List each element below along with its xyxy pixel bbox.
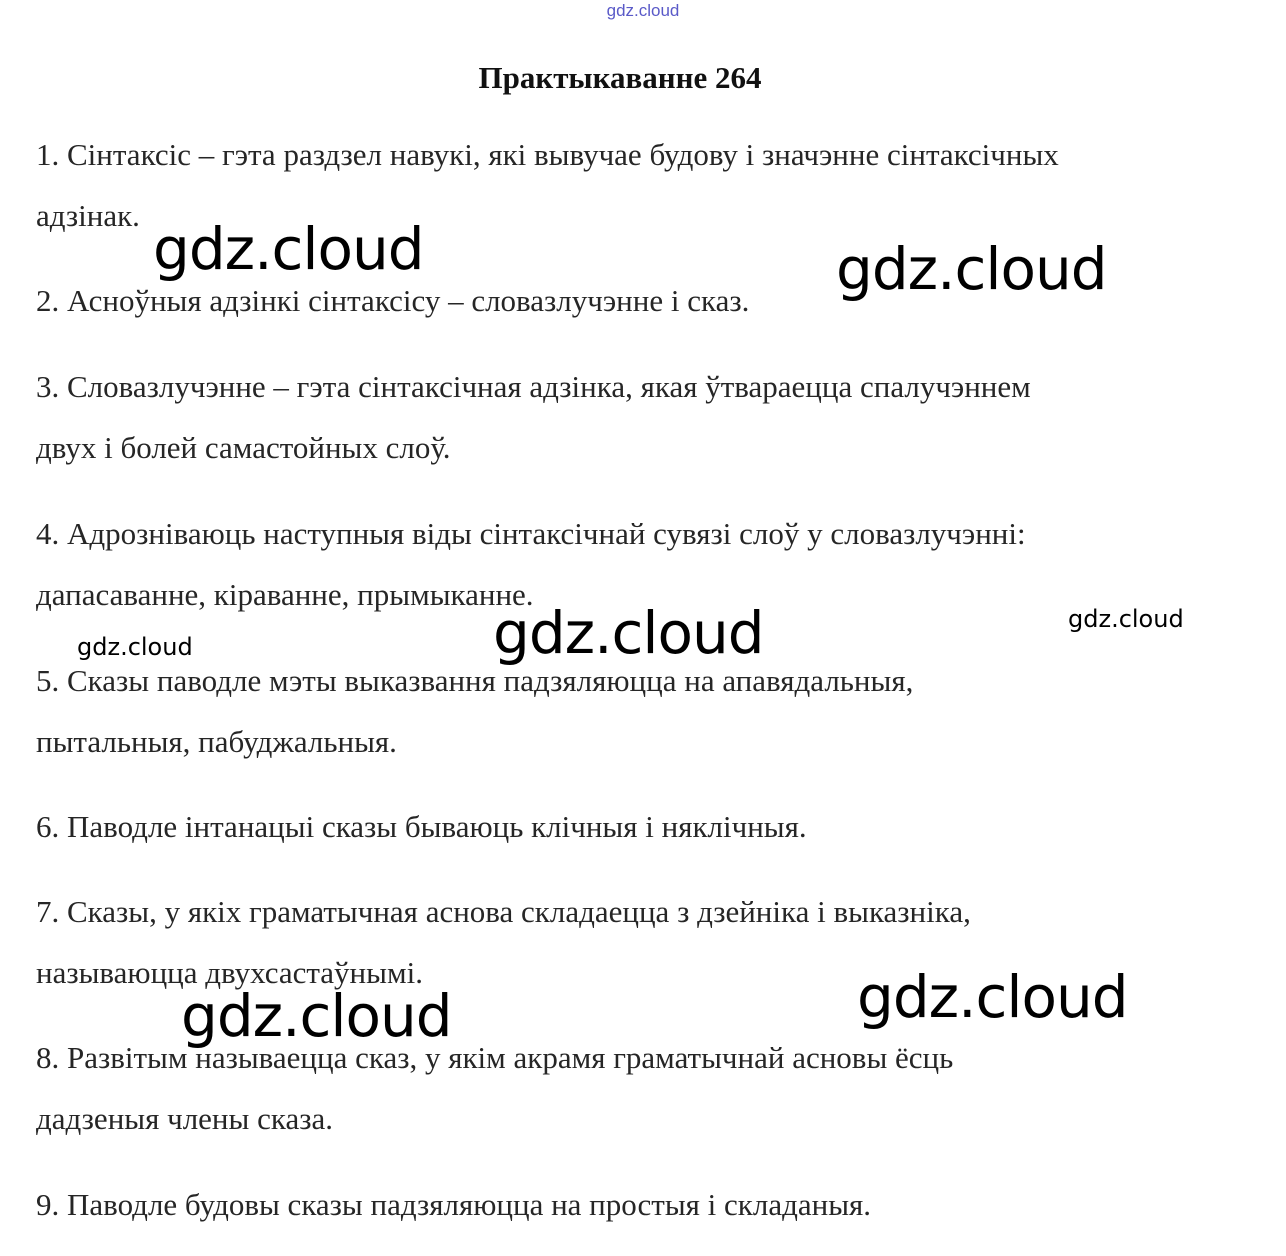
item-1-line-2: адзінак.	[36, 198, 140, 233]
item-9-line-1: 9. Паводле будовы сказы падзяляюцца на простыя і складаныя.	[36, 1187, 872, 1222]
watermark-7: gdz.cloud	[181, 982, 452, 1050]
item-4-line-2: дапасаванне, кіраванне, прымыканне.	[36, 577, 534, 612]
item-3-line-1: 3. Словазлучэнне – гэта сінтаксічная адзінка, якая ўтвараецца спалучэннем	[36, 369, 1031, 404]
item-6-line-1: 6. Паводле інтанацыі сказы бываюць клічныя і няклічныя.	[36, 809, 807, 844]
list-item-6	[36, 796, 1256, 857]
page-title: Практыкаванне 264	[478, 60, 762, 95]
watermark-4: gdz.cloud	[1068, 605, 1184, 633]
list-item-3	[36, 356, 1256, 478]
watermark-2: gdz.cloud	[836, 235, 1107, 303]
item-8-line-2: дадзеныя члены сказа.	[36, 1101, 333, 1136]
list-item-9	[36, 1174, 1256, 1235]
item-3-line-2: двух і болей самастойных слоў.	[36, 430, 451, 465]
list-item-5	[36, 650, 1256, 772]
item-7-line-2: называюцца двухсастаўнымі.	[36, 955, 423, 990]
item-1-line-1: 1. Сінтаксіс – гэта раздзел навукі, які вывучае будову і значэнне сінтаксічных	[36, 137, 1059, 172]
top-watermark: gdz.cloud	[606, 1, 680, 20]
item-7-line-1: 7. Сказы, у якіх граматычная аснова складаецца з дзейніка і выказніка,	[36, 894, 971, 929]
watermark-3: gdz.cloud	[493, 599, 764, 667]
item-5-line-1: 5. Сказы паводле мэты выказвання падзяляюцца на апавядальныя,	[36, 663, 914, 698]
watermark-6: gdz.cloud	[857, 963, 1128, 1031]
watermark-5: gdz.cloud	[77, 633, 193, 661]
item-5-line-2: пытальныя, пабуджальныя.	[36, 724, 397, 759]
item-4-line-1: 4. Адрозніваюць наступныя віды сінтаксічнай сувязі слоў у словазлучэнні:	[36, 516, 1026, 551]
watermark-1: gdz.cloud	[153, 215, 424, 283]
item-2-line-1: 2. Асноўныя адзінкі сінтаксісу – словазлучэнне і сказ.	[36, 283, 750, 318]
item-8-line-1: 8. Развітым называецца сказ, у якім акрамя граматычнай асновы ёсць	[36, 1040, 954, 1075]
